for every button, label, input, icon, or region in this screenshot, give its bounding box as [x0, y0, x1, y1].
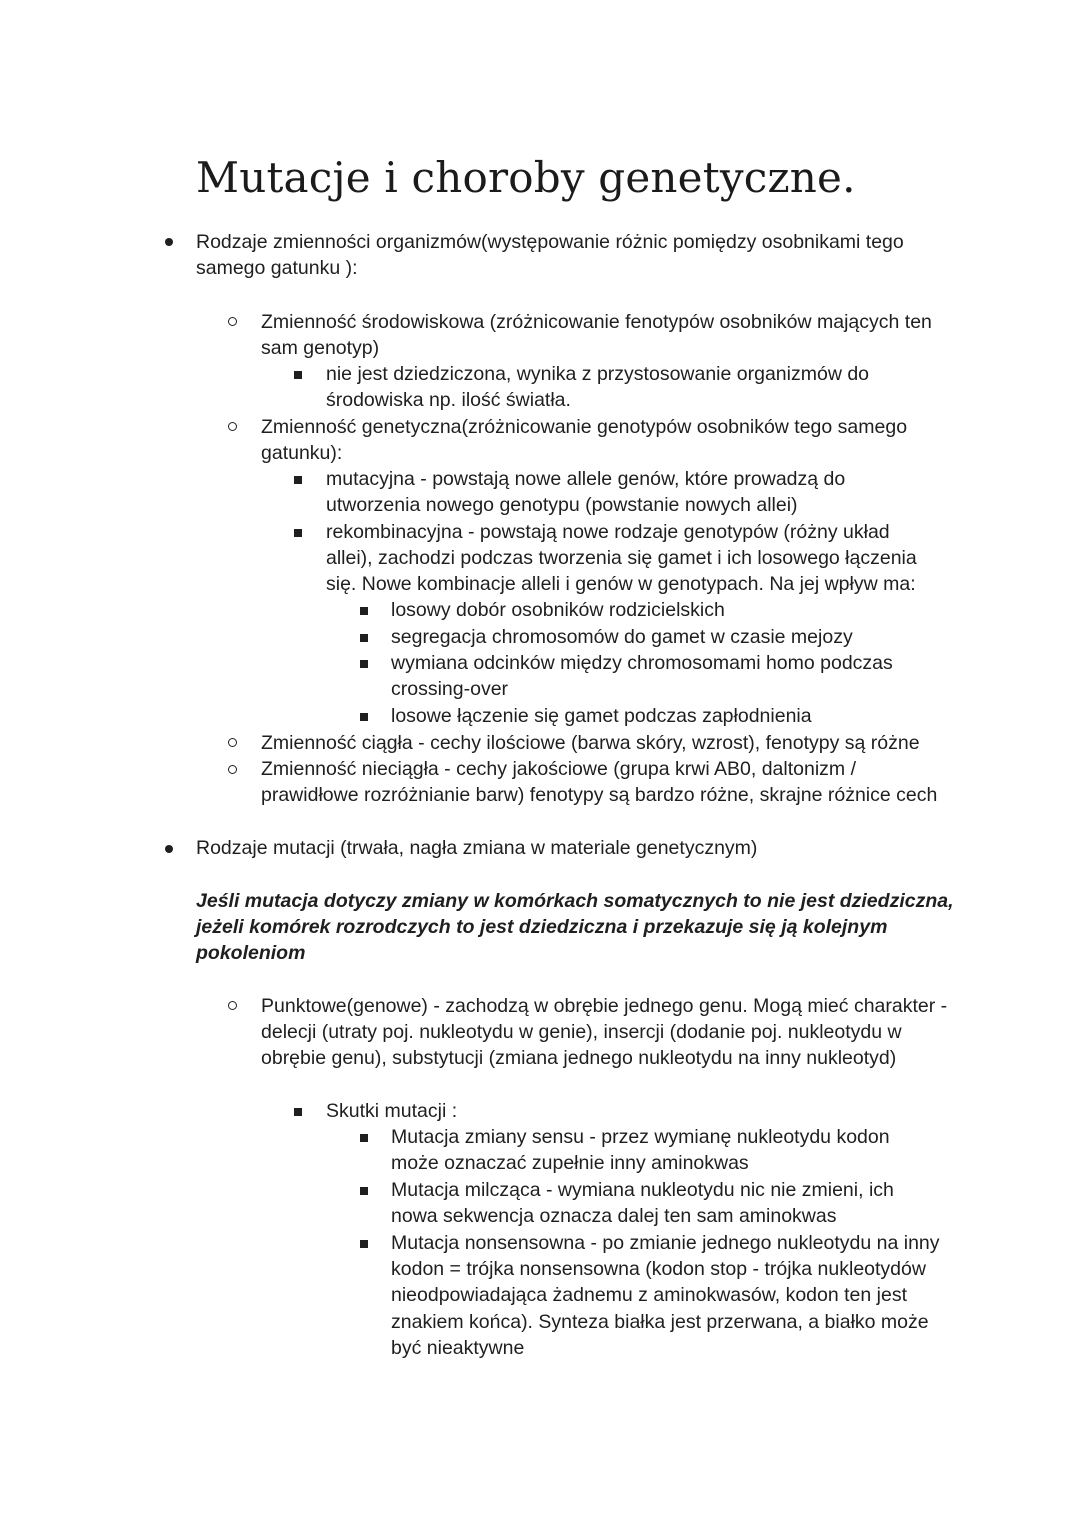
item-czynnik: losowy dobór osobników rodzicielskich	[391, 599, 725, 621]
bullet-dot	[165, 845, 173, 853]
item-mutacyjna: mutacyjna - powstają nowe allele genów, które prowadzą do utworzenia nowego genotypu (powstanie nowych allei)	[326, 468, 846, 517]
item-skutek: Mutacja milcząca - wymiana nukleotydu nic nie zmieni, ich nowa sekwencja oznacza dalej ten sam aminokwas	[391, 1179, 894, 1228]
item-czynnik: wymiana odcinków między chromosomami homo podczas crossing-over	[391, 652, 893, 701]
section-heading-zmiennosc: Rodzaje zmienności organizmów(występowanie różnic pomiędzy osobnikami tego samego gatunku ):	[196, 231, 904, 280]
bullet-dot	[165, 238, 173, 246]
item-rekombinacyjna: rekombinacyjna - powstają nowe rodzaje genotypów (różny układ allei), zachodzi podczas tworzenia się gamet i ich losowego łączenia się. Nowe kombinacje alleli i genów w genotypach. Na jej wpływ ma:	[326, 521, 917, 596]
bullet-square	[360, 1187, 368, 1195]
bullet-square	[360, 1134, 368, 1142]
page-title: Mutacje i choroby genetyczne.	[196, 153, 856, 202]
bullet-square	[294, 529, 302, 537]
note-dziedzicznosc: Jeśli mutacja dotyczy zmiany w komórkach somatycznych to nie jest dziedziczna, jeżeli komórek rozrodczych to jest dziedziczna i przekazuje się ją kolejnym pokoleniom	[196, 890, 954, 965]
item-czynnik: segregacja chromosomów do gamet w czasie mejozy	[391, 626, 853, 648]
item-czynnik: losowe łączenie się gamet podczas zapłodnienia	[391, 705, 812, 727]
bullet-circle	[228, 1001, 237, 1010]
bullet-square	[294, 476, 302, 484]
bullet-square	[360, 660, 368, 668]
item-skutek: Mutacja zmiany sensu - przez wymianę nukleotydu kodon może oznaczać zupełnie inny aminokwas	[391, 1126, 890, 1175]
skutki-label: Skutki mutacji :	[326, 1100, 458, 1122]
bullet-square	[360, 1240, 368, 1248]
item-mutacje-punktowe: Punktowe(genowe) - zachodzą w obrębie jednego genu. Mogą mieć charakter - delecji (utraty poj. nukleotydu w genie), insercji (dodanie poj. nukleotydu w obrębie genu), substytucji (zmiana jednego nukleotydu na inny nukleotyd)	[261, 995, 948, 1070]
item-skutek: Mutacja nonsensowna - po zmianie jednego nukleotydu na inny kodon = trójka nonsensowna (kodon stop - trójka nukleotydów nieodpowiadająca żadnemu z aminokwasów, kodon ten jest znakiem końca). Synteza białka jest przerwana, a białko może być nieaktywne	[391, 1232, 940, 1359]
bullet-circle	[228, 765, 237, 774]
bullet-circle	[228, 317, 237, 326]
item-zmiennosc-ciagla: Zmienność ciągła - cechy ilościowe (barwa skóry, wzrost), fenotypy są różne	[261, 732, 920, 754]
section-heading-mutacje: Rodzaje mutacji (trwała, nagła zmiana w materiale genetycznym)	[196, 837, 758, 859]
item-srodowiskowa-detail: nie jest dziedziczona, wynika z przystosowanie organizmów do środowiska np. ilość światła.	[326, 363, 870, 412]
bullet-circle	[228, 422, 237, 431]
bullet-square	[294, 371, 302, 379]
bullet-square	[360, 607, 368, 615]
bullet-circle	[228, 738, 237, 747]
bullet-square	[360, 634, 368, 642]
bullet-square	[360, 713, 368, 721]
bullet-square	[294, 1108, 302, 1116]
item-zmiennosc-srodowiskowa: Zmienność środowiskowa (zróżnicowanie fenotypów osobników mających ten sam genotyp)	[261, 311, 932, 360]
item-zmiennosc-nieciagla: Zmienność nieciągła - cechy jakościowe (grupa krwi AB0, daltonizm / prawidłowe rozróżnianie barw) fenotypy są bardzo różne, skrajne różnice cech	[261, 758, 938, 807]
item-zmiennosc-genetyczna: Zmienność genetyczna(zróżnicowanie genotypów osobników tego samego gatunku):	[261, 416, 908, 465]
